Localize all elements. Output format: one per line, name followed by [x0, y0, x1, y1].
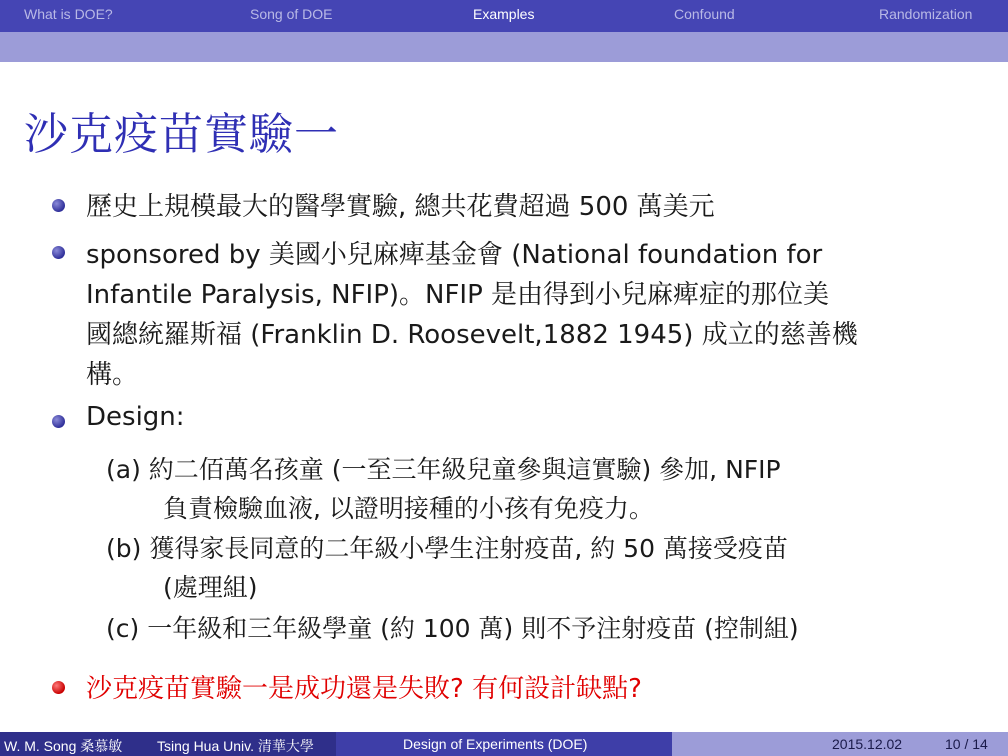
nav-item-song-of-doe[interactable]: Song of DOE — [250, 6, 333, 22]
design-item-a-line-2: 負責檢驗血液, 以證明接種的小孩有免疫力。 — [163, 494, 654, 523]
slide-footer — [0, 732, 1008, 756]
bullet-marker — [52, 246, 65, 259]
footer-date: 2015.12.02 — [832, 736, 903, 752]
bullet-marker — [52, 681, 65, 694]
bullet-3-line-1: Design: — [86, 402, 185, 432]
footer-author-block — [0, 732, 336, 756]
bullet-2-line-3: 國總統羅斯福 (Franklin D. Roosevelt,1882 1945) 成立的慈善機 — [86, 320, 858, 350]
slide-title: 沙克疫苗實驗一 — [24, 109, 339, 160]
nav-item-what-is-doe[interactable]: What is DOE? — [24, 6, 113, 22]
bullet-4-question: 沙克疫苗實驗一是成功還是失敗? 有何設計缺點? — [86, 674, 642, 704]
design-item-a-line-1: (a) 約二佰萬名孩童 (一至三年級兒童參與這實驗) 參加, NFIP — [106, 455, 781, 484]
bullet-marker — [52, 415, 65, 428]
nav-item-randomization[interactable]: Randomization — [879, 6, 973, 22]
bullet-2-line-4: 構。 — [86, 360, 139, 390]
section-navigation — [0, 0, 1008, 32]
design-item-b-line-2: (處理組) — [163, 573, 258, 602]
design-item-b-line-1: (b) 獲得家長同意的二年級小學生注射疫苗, 約 50 萬接受疫苗 — [106, 534, 788, 563]
nav-item-confound[interactable]: Confound — [674, 6, 735, 22]
subsection-bar — [0, 32, 1008, 62]
design-item-c-line-1: (c) 一年級和三年級學童 (約 100 萬) 則不予注射疫苗 (控制組) — [106, 614, 799, 643]
footer-date-block — [672, 732, 1008, 756]
footer-title-block — [336, 732, 672, 756]
footer-course: Design of Experiments (DOE) — [403, 736, 588, 752]
bullet-marker — [52, 199, 65, 212]
bullet-2-line-1: sponsored by 美國小兒麻痺基金會 (National foundation for — [86, 240, 823, 270]
footer-page-number: 10 / 14 — [945, 736, 988, 752]
bullet-2-line-2: Infantile Paralysis, NFIP)。NFIP 是由得到小兒麻痺症的那位美 — [86, 280, 830, 310]
footer-author: W. M. Song 桑慕敏 — [4, 738, 123, 754]
nav-item-examples[interactable]: Examples — [473, 6, 535, 22]
bullet-1-line-1: 歷史上規模最大的醫學實驗, 總共花費超過 500 萬美元 — [86, 192, 715, 222]
footer-institution: Tsing Hua Univ. 清華大學 — [157, 738, 314, 754]
